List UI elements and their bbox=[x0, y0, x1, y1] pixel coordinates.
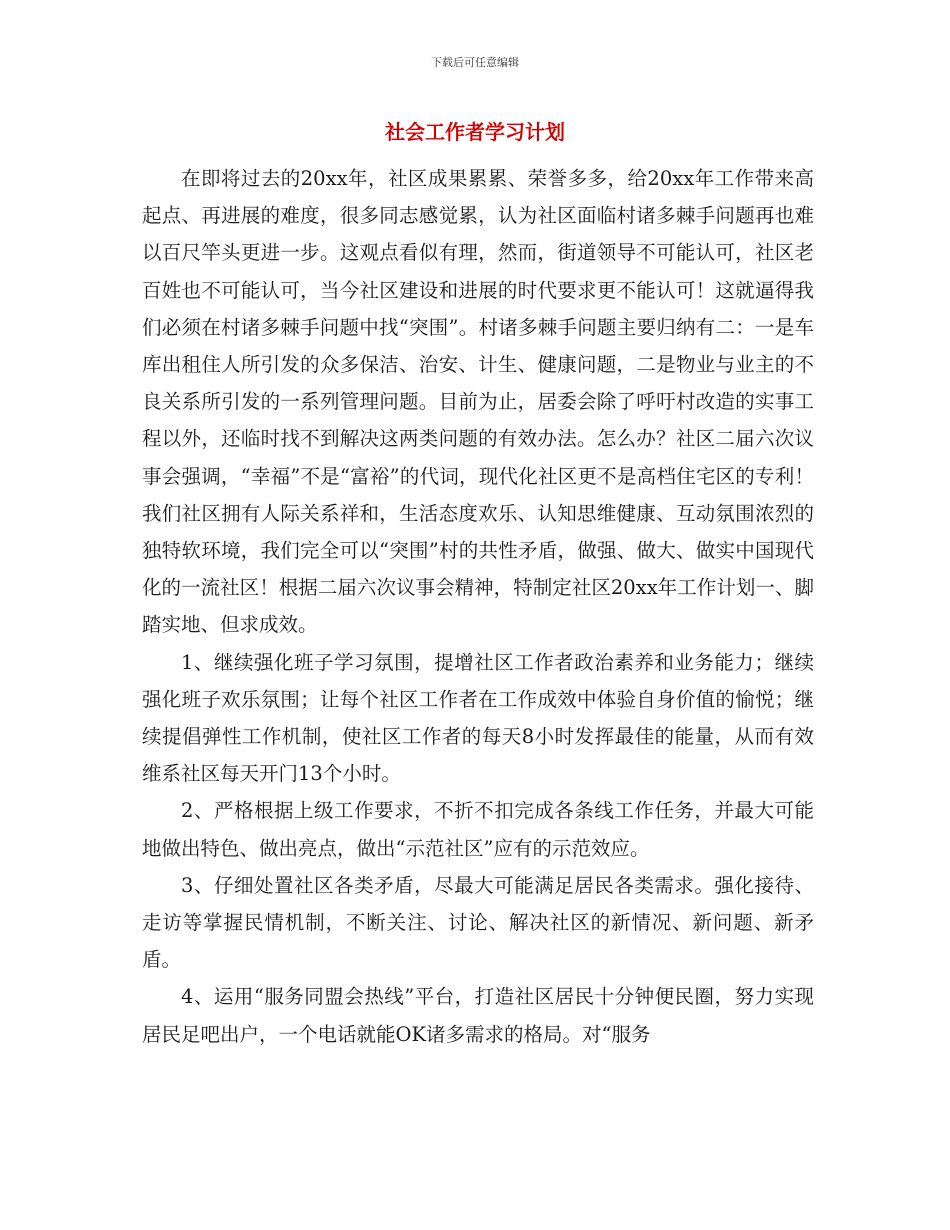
paragraph-item-2: 2、严格根据上级工作要求，不折不扣完成各条线工作任务，并最大可能地做出特色、做出亮点，做出“示范社区”应有的示范效应。 bbox=[142, 799, 814, 860]
paragraph-item-4: 4、运用“服务同盟会热线”平台，打造社区居民十分钟便民圈，努力实现居民足吧出户，一个电话就能OK诸多需求的格局。对“服务 bbox=[142, 985, 814, 1046]
paragraph-item-3: 3、仔细处置社区各类矛盾，尽最大可能满足居民各类需求。强化接待、走访等掌握民情机制，不断关注、讨论、解决社区的新情况、新问题、新矛盾。 bbox=[142, 873, 814, 972]
paragraph-intro: 在即将过去的20xx年，社区成果累累、荣誉多多，给20xx年工作带来高起点、再进展的难度，很多同志感觉累，认为社区面临村诸多棘手问题再也难以百尺竿头更进一步。这观点看似有理，然而，街道领导不可能认可，社区老百姓也不可能认可，当今社区建设和进展的时代要求更不能认可！这就逼得我们必须在村诸多棘手问题中找“突围”。村诸多棘手问题主要归纳有二：一是车库出租住人所引发的众多保洁、治安、计生、健康问题，二是物业与业主的不良关系所引发的一系列管理问题。目前为止，居委会除了呼吁村改造的实事工程以外，还临时找不到解决这两类问题的有效办法。怎么办？社区二届六次议事会强调，“幸福”不是“富裕”的代词，现代化社区更不是高档住宅区的专利！我们社区拥有人际关系祥和，生活态度欢乐、认知思维健康、互动氛围浓烈的独特软环境，我们完全可以“突围”村的共性矛盾，做强、做大、做实中国现代化的一流社区！根据二届六次议事会精神，特制定社区20xx年工作计划一、脚踏实地、但求成效。 bbox=[142, 167, 814, 637]
document-title: 社会工作者学习计划 bbox=[385, 120, 565, 144]
document-body bbox=[142, 160, 814, 1053]
header-note: 下载后可任意编辑 bbox=[431, 56, 519, 69]
paragraph-item-1: 1、继续强化班子学习氛围，提增社区工作者政治素养和业务能力；继续强化班子欢乐氛围；让每个社区工作者在工作成效中体验自身价值的愉悦；继续提倡弹性工作机制，使社区工作者的每天8小时发挥最佳的能量，从而有效维系社区每天开门13个小时。 bbox=[142, 650, 814, 786]
